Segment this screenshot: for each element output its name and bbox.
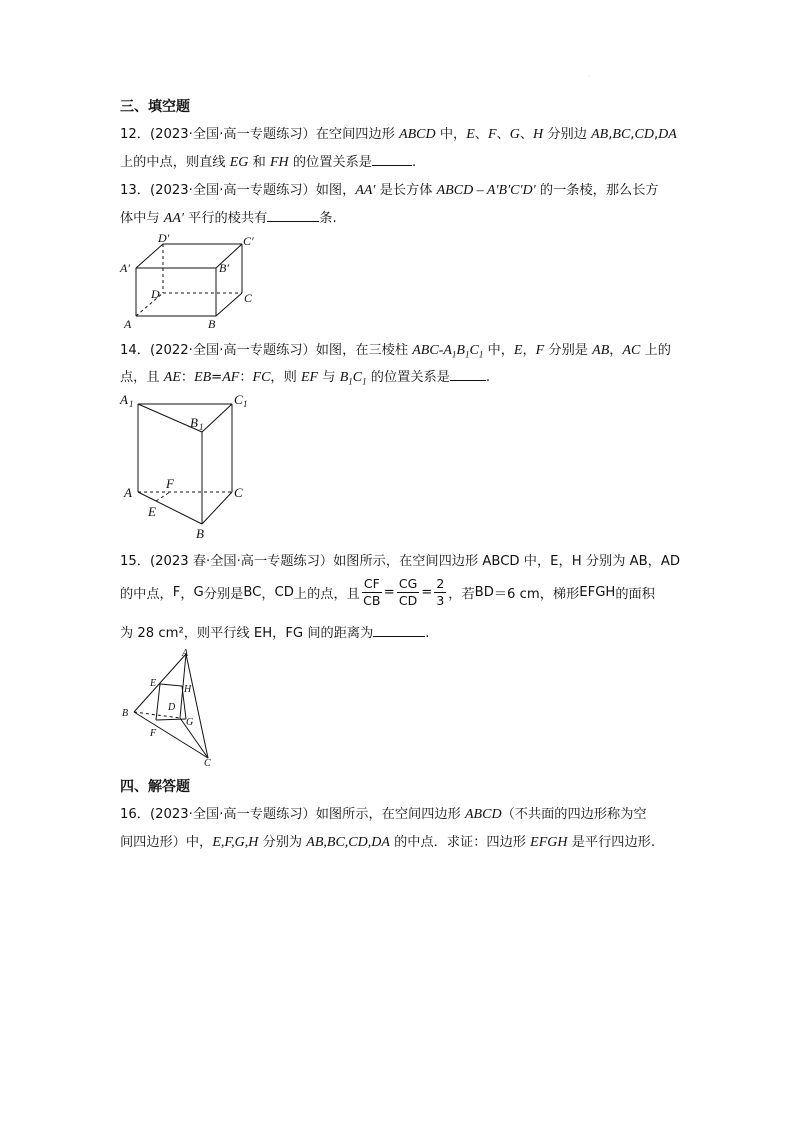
label-B1-sub: 1: [199, 422, 204, 432]
q14-line1: 14．(2022·全国·高一专题练习）如图，在三棱柱 ABC-$A_1B_1C_1$ 中，E，F 分别是 AB，AC 上的: [120, 343, 671, 360]
label-E: E: [150, 678, 157, 689]
label-D: D: [168, 702, 176, 713]
q16-line1: 16．(2023·全国·高一专题练习）如图所示，在空间四边形 ABCD（不共面的四边形称为空: [120, 807, 647, 822]
q15-line1: 15．(2023 春·全国·高一专题练习）如图所示，在空间四边形 ABCD 中，E，H 分别为 AB，AD: [120, 554, 681, 569]
fraction-two-thirds: $\frac{2}{3}$: [436, 576, 445, 608]
label-C: C: [234, 485, 243, 500]
section-heading-answer: 四、解答题: [120, 779, 190, 795]
scan-dot: ·: [588, 73, 590, 80]
label-F: F: [166, 476, 174, 491]
label-B: B: [122, 708, 129, 719]
label-A: A: [124, 485, 132, 500]
q12-line2: 上的中点，则直线 EG 和 FH 的位置关系是 .: [120, 155, 417, 170]
label-B: B: [208, 317, 216, 331]
spatial-quadrilateral-figure: [118, 646, 228, 768]
label-C1-sub: 1: [243, 399, 248, 409]
q13-line2: 体中与 AA′ 平行的棱共有 条.: [120, 211, 337, 226]
q12-line1: 12．(2023·全国·高一专题练习）在空间四边形 ABCD 中，E、F、G、H 分别边 AB,BC,CD,DA: [120, 127, 677, 142]
label-G: G: [186, 717, 194, 728]
q13-line1: 13．(2023·全国·高一专题练习）如图，AA′ 是长方体 ABCD – A′B′C′D′ 的一条棱，那么长方: [120, 183, 659, 198]
fraction-cf-cb: $\frac{CF}{CB}$: [363, 576, 381, 608]
label-D: D: [151, 287, 160, 301]
label-C: C: [244, 291, 253, 305]
label-D1: D′: [158, 232, 170, 245]
label-B1: B: [190, 415, 198, 430]
q15-line2: 的中点， F ， G 分别是 BC ， CD 上的点，且 $\frac{CF}{CB}$ = $\frac{CG}{CD}$ = $\frac{2}{3}$ ，若 BD ＝6 cm，梯形 EFGH 的面积: [120, 576, 655, 608]
label-A: A: [182, 648, 189, 659]
prism-figure: [118, 388, 258, 544]
label-B1: B′: [219, 261, 229, 275]
answer-blank[interactable]: [372, 153, 412, 166]
label-H: H: [184, 684, 192, 695]
section-heading-fill-in: 三、填空题: [120, 99, 190, 115]
fraction-cg-cd: $\frac{CG}{CD}$: [398, 576, 418, 608]
answer-blank[interactable]: [450, 368, 486, 381]
label-A1: A: [120, 392, 128, 407]
label-A: A: [124, 317, 132, 331]
label-F: F: [150, 728, 157, 739]
label-B: B: [196, 526, 204, 541]
answer-blank[interactable]: [373, 624, 425, 637]
q14-line2: 点，且 AE：EB=AF：FC，则 EF 与 $B_1C_1$ 的位置关系是 .: [120, 370, 491, 387]
label-E: E: [148, 504, 156, 519]
label-C1: C′: [243, 234, 254, 248]
label-C: C: [204, 758, 211, 768]
answer-blank[interactable]: [267, 209, 319, 222]
cuboid-figure: [118, 232, 268, 332]
label-A1-sub: 1: [129, 399, 134, 409]
label-C1: C: [234, 392, 243, 407]
q15-line3: 为 28 cm²，则平行线 EH，FG 间的距离为 .: [120, 626, 430, 641]
label-A1: A′: [120, 261, 130, 275]
q16-line2: 间四边形）中，E,F,G,H 分别为 AB,BC,CD,DA 的中点．求证：四边形 EFGH 是平行四边形.: [120, 835, 656, 850]
